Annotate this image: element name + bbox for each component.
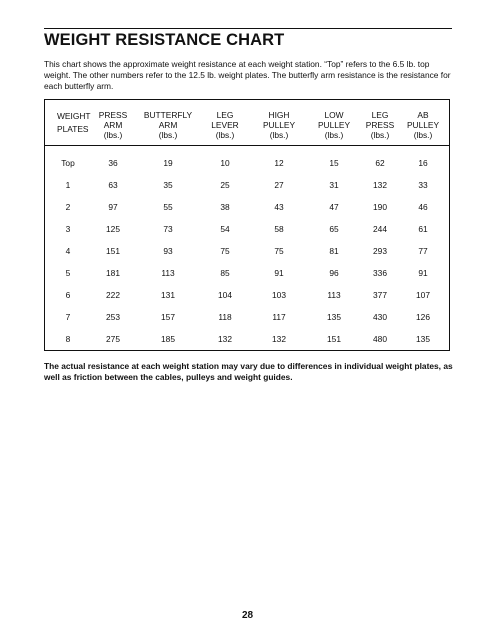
value-cell: 135 <box>327 312 341 322</box>
value-cell: 293 <box>373 246 387 256</box>
column-header-line: (lbs.) <box>413 130 433 140</box>
value-cell: 157 <box>161 312 175 322</box>
value-cell: 47 <box>329 202 339 212</box>
value-cell: 113 <box>161 268 175 278</box>
value-cell: 377 <box>373 290 387 300</box>
row-header-line: PLATES <box>57 124 89 134</box>
value-cell: 96 <box>329 268 339 278</box>
value-cell: 25 <box>220 180 230 190</box>
column-header-ab-pulley <box>393 110 453 140</box>
column-header-line: BUTTERFLY <box>143 110 193 120</box>
value-cell: 62 <box>375 158 385 168</box>
column-header-line: (lbs.) <box>269 130 289 140</box>
value-cell: 253 <box>106 312 120 322</box>
table-row <box>45 312 449 322</box>
value-cell: 93 <box>163 246 173 256</box>
value-cell: 43 <box>274 202 284 212</box>
value-cell: 35 <box>163 180 173 190</box>
value-cell: 73 <box>163 224 173 234</box>
plate-cell: 5 <box>65 268 71 278</box>
value-cell: 97 <box>108 202 118 212</box>
plate-cell: 3 <box>65 224 71 234</box>
column-header-line: PRESS <box>98 110 128 120</box>
column-header-line: LOW <box>324 110 344 120</box>
value-cell: 336 <box>373 268 387 278</box>
value-cell: 135 <box>416 334 430 344</box>
value-cell: 65 <box>329 224 339 234</box>
value-cell: 19 <box>163 158 173 168</box>
value-cell: 480 <box>373 334 387 344</box>
header-divider <box>45 145 449 146</box>
intro-paragraph: This chart shows the approximate weight resistance at each weight station. “Top” refers to the 6.5 lb. top weight. The other numbers refer to the 12.5 lb. weight plates. The butterfly arm resistance is the resistance for each butterfly arm. <box>44 59 451 91</box>
plate-cell: 8 <box>65 334 71 344</box>
value-cell: 151 <box>327 334 341 344</box>
resistance-footnote: The actual resistance at each weight station may vary due to differences in individual weight plates, as well as friction between the cables, pulleys and weight guides. <box>44 361 453 382</box>
page-number: 28 <box>241 610 254 621</box>
value-cell: 55 <box>163 202 173 212</box>
table-row <box>45 246 449 256</box>
value-cell: 12 <box>274 158 284 168</box>
column-header-line: PULLEY <box>317 120 351 130</box>
plate-cell: Top <box>61 158 75 168</box>
value-cell: 27 <box>274 180 284 190</box>
column-header-line: (lbs.) <box>215 130 235 140</box>
value-cell: 10 <box>220 158 230 168</box>
value-cell: 77 <box>418 246 428 256</box>
column-header-line: (lbs.) <box>324 130 344 140</box>
value-cell: 151 <box>106 246 120 256</box>
row-header-line: WEIGHT <box>57 111 91 121</box>
column-header-high-pulley <box>249 110 309 140</box>
title-rule <box>44 28 452 29</box>
plate-cell: 4 <box>65 246 71 256</box>
value-cell: 222 <box>106 290 120 300</box>
value-cell: 118 <box>218 312 232 322</box>
value-cell: 103 <box>272 290 286 300</box>
weight-resistance-table <box>44 99 450 351</box>
column-header-line: (lbs.) <box>103 130 123 140</box>
column-header-line: PRESS <box>365 120 395 130</box>
plate-cell: 6 <box>65 290 71 300</box>
column-header-leg-lever <box>195 110 255 140</box>
value-cell: 185 <box>161 334 175 344</box>
value-cell: 33 <box>418 180 428 190</box>
value-cell: 132 <box>272 334 286 344</box>
table-row <box>45 334 449 344</box>
page-title: WEIGHT RESISTANCE CHART <box>44 31 285 49</box>
value-cell: 132 <box>218 334 232 344</box>
table-row <box>45 224 449 234</box>
table-row <box>45 202 449 212</box>
value-cell: 38 <box>220 202 230 212</box>
column-header-line: LEG <box>371 110 389 120</box>
value-cell: 61 <box>418 224 428 234</box>
value-cell: 190 <box>373 202 387 212</box>
column-header-line: LEVER <box>211 120 239 130</box>
table-row <box>45 158 449 168</box>
value-cell: 31 <box>329 180 339 190</box>
value-cell: 107 <box>416 290 430 300</box>
value-cell: 36 <box>108 158 118 168</box>
value-cell: 275 <box>106 334 120 344</box>
column-header-line: ARM <box>103 120 123 130</box>
column-header-line: PULLEY <box>262 120 296 130</box>
plate-cell: 2 <box>65 202 71 212</box>
column-header-line: LEG <box>216 110 234 120</box>
column-header-line: ARM <box>158 120 178 130</box>
column-header-line: AB <box>417 110 429 120</box>
table-row <box>45 180 449 190</box>
value-cell: 125 <box>106 224 120 234</box>
column-header-line: (lbs.) <box>370 130 390 140</box>
table-row <box>45 290 449 300</box>
value-cell: 75 <box>220 246 230 256</box>
value-cell: 132 <box>373 180 387 190</box>
column-header-line: (lbs.) <box>158 130 178 140</box>
value-cell: 430 <box>373 312 387 322</box>
value-cell: 91 <box>274 268 284 278</box>
value-cell: 63 <box>108 180 118 190</box>
value-cell: 54 <box>220 224 230 234</box>
value-cell: 126 <box>416 312 430 322</box>
value-cell: 113 <box>327 290 341 300</box>
value-cell: 104 <box>218 290 232 300</box>
value-cell: 16 <box>418 158 428 168</box>
table-row <box>45 268 449 278</box>
value-cell: 75 <box>274 246 284 256</box>
value-cell: 181 <box>106 268 120 278</box>
column-header-line: PULLEY <box>406 120 440 130</box>
plate-cell: 1 <box>65 180 71 190</box>
plate-cell: 7 <box>65 312 71 322</box>
column-header-press-arm <box>83 110 143 140</box>
value-cell: 244 <box>373 224 387 234</box>
value-cell: 131 <box>161 290 175 300</box>
value-cell: 46 <box>418 202 428 212</box>
value-cell: 117 <box>272 312 286 322</box>
value-cell: 58 <box>274 224 284 234</box>
column-header-butterfly-arm <box>138 110 198 140</box>
value-cell: 91 <box>418 268 428 278</box>
value-cell: 15 <box>329 158 339 168</box>
value-cell: 81 <box>329 246 339 256</box>
column-header-line: HIGH <box>268 110 290 120</box>
value-cell: 85 <box>220 268 230 278</box>
